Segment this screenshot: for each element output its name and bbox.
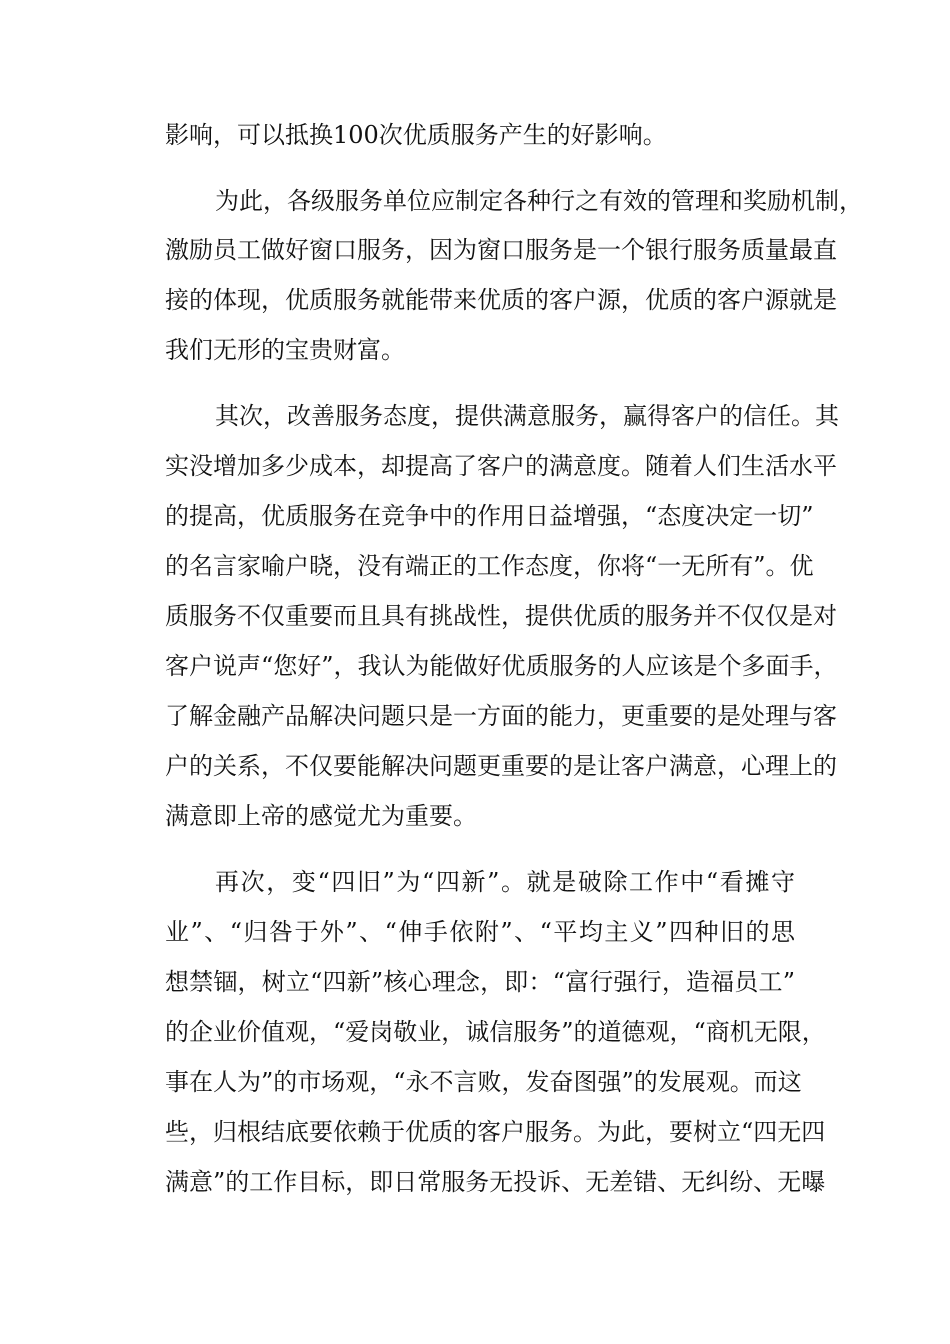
text-line: 质服务不仅重要而且具有挑战性，提供优质的服务并不仅仅是对 <box>165 602 837 630</box>
text-line: 满意即上帝的感觉尤为重要。 <box>165 802 477 830</box>
text-line: 户的关系，不仅要能解决问题更重要的是让客户满意，心理上的 <box>165 752 837 780</box>
paragraph-first-line: 其次，改善服务态度，提供满意服务，赢得客户的信任。其 <box>215 402 839 430</box>
text-line: 接的体现，优质服务就能带来优质的客户源，优质的客户源就是 <box>165 286 837 314</box>
text-line: 满意”的工作目标，即日常服务无投诉、无差错、无纠纷、无曝 <box>165 1168 826 1196</box>
text-line: 实没增加多少成本，却提高了客户的满意度。随着人们生活水平 <box>165 452 837 480</box>
text-line: 业”、“归咎于外”、“伸手依附”、“平均主义”四种旧的思 <box>165 918 795 946</box>
text-line: 激励员工做好窗口服务，因为窗口服务是一个银行服务质量最直 <box>165 236 837 264</box>
text-line: 客户说声“您好”，我认为能做好优质服务的人应该是个多面手， <box>165 652 838 680</box>
text-line: 了解金融产品解决问题只是一方面的能力，更重要的是处理与客 <box>165 702 837 730</box>
text-line: 事在人为”的市场观，“永不言败，发奋图强”的发展观。而这 <box>165 1068 802 1096</box>
text-line: 的企业价值观，“爱岗敬业，诚信服务”的道德观，“商机无限， <box>165 1018 826 1046</box>
text-line: 的提高，优质服务在竞争中的作用日益增强，“态度决定一切” <box>165 502 814 530</box>
text-line: 想禁锢，树立“四新”核心理念，即：“富行强行，造福员工” <box>165 968 795 996</box>
paragraph-first-line: 再次，变“四旧”为“四新”。就是破除工作中“看摊守 <box>215 868 795 896</box>
text-line: 些，归根结底要依赖于优质的客户服务。为此，要树立“四无四 <box>165 1118 826 1146</box>
paragraph-first-line: 为此，各级服务单位应制定各种行之有效的管理和奖励机制， <box>215 187 863 215</box>
text-line: 我们无形的宝贵财富。 <box>165 336 405 364</box>
text-line: 影响，可以抵换100次优质服务产生的好影响。 <box>165 121 667 149</box>
text-line: 的名言家喻户晓，没有端正的工作态度，你将“一无所有”。优 <box>165 552 814 580</box>
